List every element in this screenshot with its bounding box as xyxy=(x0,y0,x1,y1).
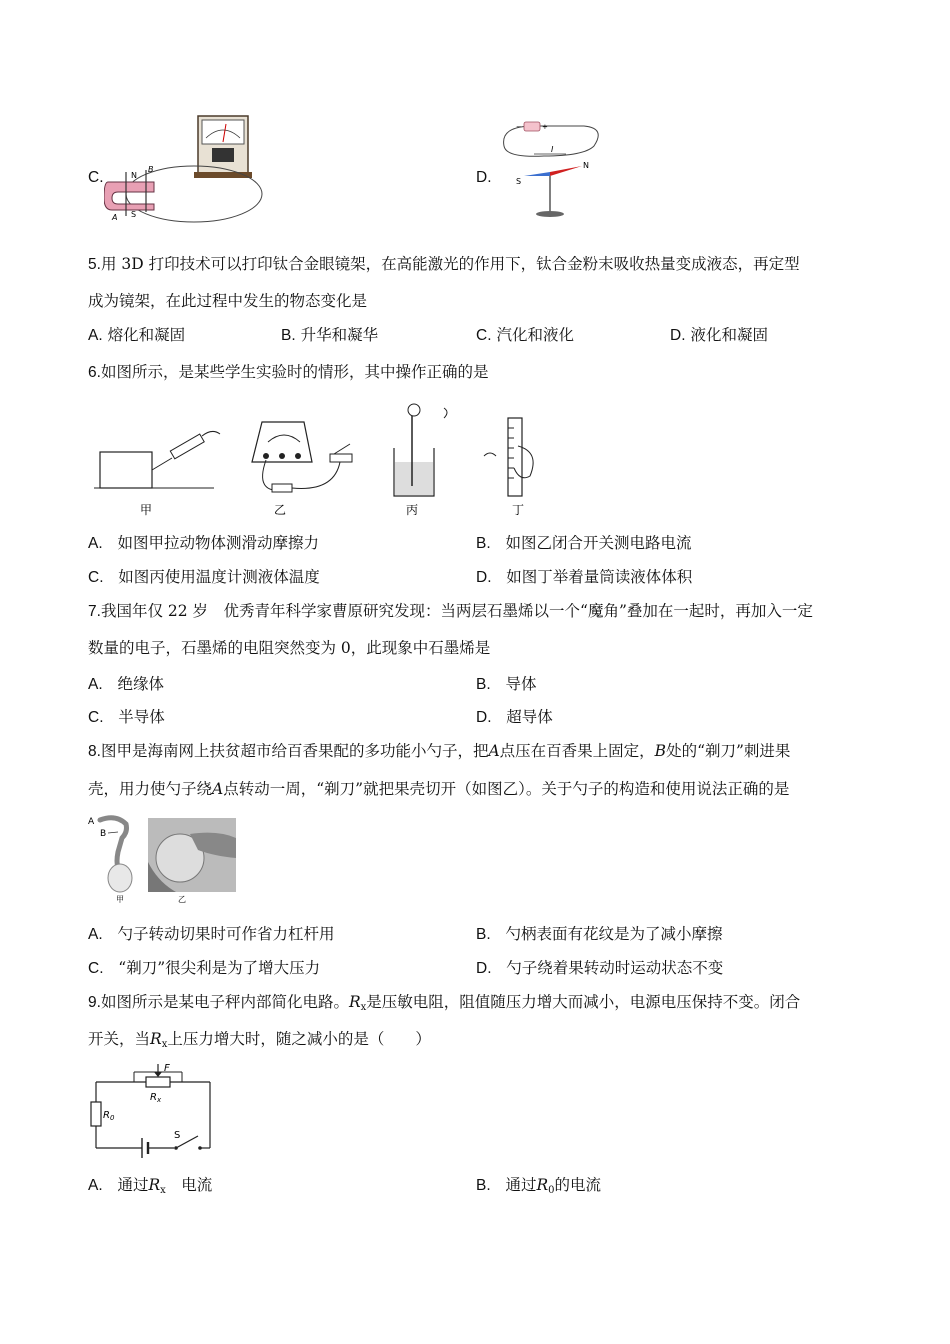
measuring-cylinder xyxy=(508,418,522,496)
q9-option-a[interactable]: A. 通过$R_x$ 电流 xyxy=(88,1176,213,1196)
compass-needle-n xyxy=(550,166,582,176)
q6-option-a[interactable]: A. 如图甲拉动物体测滑动摩擦力 xyxy=(88,534,319,552)
r0-resistor xyxy=(91,1102,101,1126)
q5-text-1: 用 3D 打印技术可以打印钛合金眼镜架，在高能激光的作用下，钛合金粉末吸收热量变成液态，再定型 xyxy=(100,255,800,273)
switch xyxy=(330,454,352,462)
q6-figures xyxy=(94,398,554,522)
spoon-label-a: A xyxy=(88,817,95,827)
q6-label-ding: 丁 xyxy=(511,503,525,517)
rx-label: $R_x$ xyxy=(150,1092,162,1104)
q9-number: 9. xyxy=(88,994,101,1011)
q6-number: 6. xyxy=(88,364,101,381)
q6-label-jia: 甲 xyxy=(139,503,153,517)
battery-box xyxy=(272,484,292,492)
q5-number: 5. xyxy=(88,256,101,273)
q5-option-b[interactable]: B. 升华和凝华 xyxy=(281,326,379,344)
q8-option-a[interactable]: A. 勺子转动切果时可作省力杠杆用 xyxy=(88,925,335,943)
force-arrow xyxy=(154,1072,162,1077)
q8-number: 8. xyxy=(88,743,101,760)
q8-option-d[interactable]: D. 勺子绕着果转动时运动状态不变 xyxy=(476,959,724,977)
q6-text-1: 如图所示，是某些学生实验时的情形，其中操作正确的是 xyxy=(100,363,489,381)
q9-circuit-diagram xyxy=(86,1062,218,1162)
q7-option-c[interactable]: C. 半导体 xyxy=(88,708,165,726)
pole-s-label: S xyxy=(131,210,137,219)
q6-stem-line1 xyxy=(88,362,488,383)
compass-needle-s xyxy=(524,172,550,176)
current-label: I xyxy=(551,145,554,154)
q5-stem-line2: 成为镜架，在此过程中发生的物态变化是 xyxy=(88,292,368,310)
q6-figure-bing xyxy=(394,404,447,496)
q4-figure-c xyxy=(104,112,264,227)
q8-figure-yi xyxy=(148,818,236,904)
q8-option-c[interactable]: C. “剃刀”很尖利是为了增大压力 xyxy=(88,959,321,977)
q9-option-b[interactable]: B. 通过$R_0$的电流 xyxy=(476,1176,602,1196)
battery-icon xyxy=(524,122,540,131)
q9-stem-line2: 开关，当$R_x$上压力增大时，随之减小的是（ ） xyxy=(88,1030,431,1050)
force-label: F xyxy=(164,1063,170,1074)
q6-option-d[interactable]: D. 如图丁举着量筒读液体体积 xyxy=(476,568,693,586)
r0-label: $R_0$ xyxy=(103,1110,115,1122)
pole-n-label: N xyxy=(131,171,137,180)
q4-option-d-label[interactable]: D. xyxy=(476,169,492,186)
q6-label-bing: 丙 xyxy=(405,503,419,517)
q8-figure-jia xyxy=(88,817,132,904)
q5-option-d[interactable]: D. 液化和凝固 xyxy=(670,326,768,344)
rx-resistor xyxy=(146,1077,170,1087)
q6-option-c[interactable]: C. 如图丙使用温度计测液体温度 xyxy=(88,568,320,586)
spring-scale xyxy=(170,434,204,459)
needle-n-label: N xyxy=(583,161,589,170)
letter-b-label: B xyxy=(148,165,154,174)
q4-figure-d xyxy=(494,116,614,226)
letter-a-label: A xyxy=(112,213,118,222)
needle-s-label: S xyxy=(516,177,522,186)
q7-stem-line1 xyxy=(88,601,813,622)
switch-label: S xyxy=(174,1130,181,1141)
q8-stem-line2: 壳，用力使勺子绕A点转动一周，“剃刀”就把果壳切开（如图乙）。关于勺子的构造和使用说法正确的是 xyxy=(88,780,790,798)
q7-option-a[interactable]: A. 绝缘体 xyxy=(88,675,164,693)
galvanometer-terminal-block xyxy=(212,148,234,162)
q6-label-yi: 乙 xyxy=(273,503,287,517)
q4-option-c-label[interactable]: C. xyxy=(88,169,104,186)
q8-stem-line1: 8.图甲是海南网上扶贫超市给百香果配的多功能小勺子，把A点压在百香果上固定，B处的“剃刀”刺进果 xyxy=(88,742,791,760)
q5-stem-line1 xyxy=(88,254,800,275)
q7-option-d[interactable]: D. 超导体 xyxy=(476,708,553,726)
q6-figure-yi xyxy=(252,422,352,492)
spoon-label-b: B xyxy=(100,829,107,839)
q8-figure-spoon xyxy=(86,812,238,904)
svg-text:−: − xyxy=(516,123,522,131)
q7-stem-line2: 数量的电子，石墨烯的电阻突然变为 0，此现象中石墨烯是 xyxy=(88,639,491,657)
q7-text-1: 我国年仅 22 岁 优秀青年科学家曹原研究发现：当两层石墨烯以一个“魔角”叠加在一起时，再加入一定 xyxy=(100,602,813,620)
q8-option-b[interactable]: B. 勺柄表面有花纹是为了减小摩擦 xyxy=(476,925,723,943)
q5-option-a[interactable]: A. 熔化和凝固 xyxy=(88,326,186,344)
q8-caption-jia: 甲 xyxy=(116,895,124,904)
q6-figure-ding xyxy=(484,418,533,496)
q5-option-c[interactable]: C. 汽化和液化 xyxy=(476,326,574,344)
q7-number: 7. xyxy=(88,603,101,620)
q9-stem-line1: 9.如图所示是某电子秤内部简化电路。$R_x$是压敏电阻，阻值随压力增大而减小，电源电压保持不变。闭合 xyxy=(88,993,801,1013)
q6-figure-jia xyxy=(94,431,220,488)
q8-caption-yi: 乙 xyxy=(178,895,186,904)
svg-text:+: + xyxy=(542,123,548,131)
q6-option-b[interactable]: B. 如图乙闭合开关测电路电流 xyxy=(476,534,692,552)
q7-option-b[interactable]: B. 导体 xyxy=(476,675,537,693)
